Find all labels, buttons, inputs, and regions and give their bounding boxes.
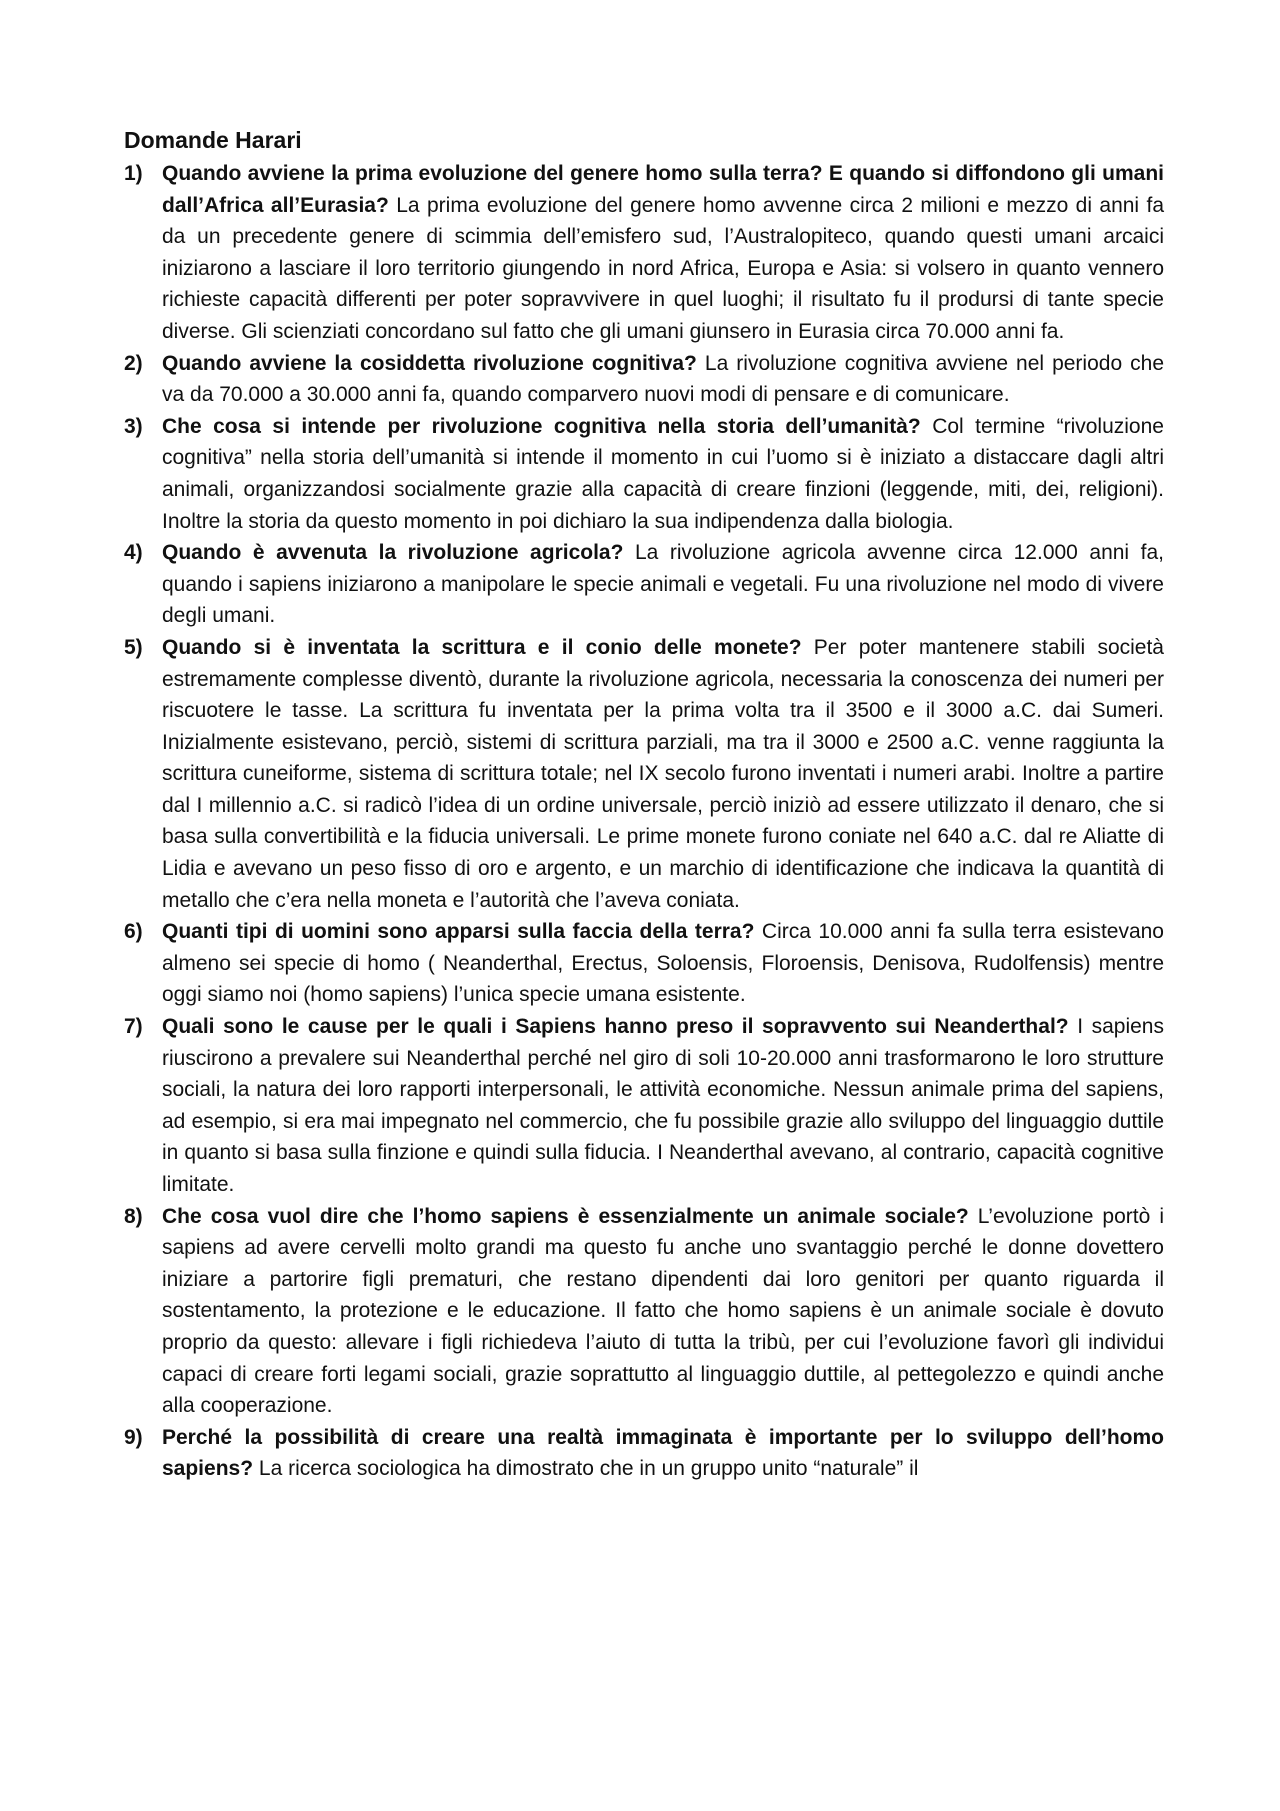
answer-text: Col termine “rivoluzione cognitiva” nella storia dell’umanità si intende il momento in cui l’uomo si è iniziato a distaccare dagli altri animali, organizzandosi socialmente grazie alla capacità di creare finzioni (leggende, miti, dei, religioni). Inoltre la storia da questo momento in poi dichiaro la sua indipendenza dalla biologia.: [162, 414, 1164, 533]
question-body: [162, 916, 1164, 1011]
answer-text: I sapiens riuscirono a prevalere sui Neanderthal perché nel giro di soli 10-20.000 anni trasformarono le loro strutture sociali, la natura dei loro rapporti interpersonali, le attività economiche. Nessun animale prima del sapiens, ad esempio, si era mai impegnato nel commercio, che fu possibile grazie allo sviluppo del linguaggio duttile in quanto si basa sulla finzione e quindi sulla fiducia. I Neanderthal avevano, al contrario, capacità cognitive limitate.: [162, 1015, 1164, 1196]
document-page: [124, 124, 1164, 1485]
question-number: 5): [124, 635, 143, 659]
question-body: [162, 632, 1164, 916]
question-body: [162, 348, 1164, 411]
question-item: [124, 1011, 1164, 1201]
question-text: Quando avviene la prima evoluzione del genere homo sulla terra? E quando si diffondono gli umani dall’Africa all’Eurasia?: [162, 162, 1164, 217]
question-text: Quando è avvenuta la rivoluzione agricola?: [162, 541, 624, 565]
answer-text: La prima evoluzione del genere homo avvenne circa 2 milioni e mezzo di anni fa da un precedente genere di scimmia dell’emisfero sud, l’Australopiteco, quando questi umani arcaici iniziarono a lasciare il loro territorio giungendo in nord Africa, Europa e Asia: si volsero in quanto vennero richieste capacità differenti per poter sopravvivere in quel luoghi; il risultato fu il prodursi di tante specie diverse. Gli scienziati concordano sul fatto che gli umani giunsero in Eurasia circa 70.000 anni fa.: [162, 193, 1165, 343]
question-item: [124, 1201, 1164, 1422]
question-item: [124, 632, 1164, 916]
question-number: 7): [124, 1015, 143, 1039]
question-item: [124, 158, 1164, 348]
answer-text: L’evoluzione portò i sapiens ad avere cervelli molto grandi ma questo fu anche uno svantaggio perché le donne dovettero iniziare a partorire figli prematuri, che restano dipendenti dai loro genitori per quanto riguarda il sostentamento, la protezione e le educazione. Il fatto che homo sapiens è un animale sociale è dovuto proprio da questo: allevare i figli richiedeva l’aiuto di tutta la tribù, per cui l’evoluzione favorì gli individui capaci di creare forti legami sociali, grazie soprattutto al linguaggio duttile, al pettegolezzo e quindi anche alla cooperazione.: [162, 1204, 1164, 1418]
question-list: [124, 158, 1164, 1485]
question-text: Quanti tipi di uomini sono apparsi sulla faccia della terra?: [162, 920, 755, 944]
question-item: [124, 348, 1164, 411]
question-text: Quando si è inventata la scrittura e il conio delle monete?: [162, 635, 802, 659]
question-item: [124, 1422, 1164, 1485]
question-body: [162, 158, 1164, 348]
question-item: [124, 916, 1164, 1011]
question-text: Che cosa vuol dire che l’homo sapiens è essenzialmente un animale sociale?: [162, 1204, 969, 1228]
answer-text: La rivoluzione agricola avvenne circa 12.000 anni fa, quando i sapiens iniziarono a manipolare le specie animali e vegetali. Fu una rivoluzione nel modo di vivere degli umani.: [162, 541, 1164, 628]
question-item: [124, 411, 1164, 537]
question-number: 4): [124, 541, 143, 565]
question-text: Quali sono le cause per le quali i Sapiens hanno preso il sopravvento sui Neanderthal?: [162, 1015, 1069, 1039]
question-text: Perché la possibilità di creare una realtà immaginata è importante per lo sviluppo dell’homo sapiens?: [162, 1425, 1164, 1481]
question-number: 8): [124, 1204, 143, 1228]
question-number: 9): [124, 1425, 143, 1449]
question-text: Che cosa si intende per rivoluzione cognitiva nella storia dell’umanità?: [162, 414, 921, 438]
question-body: [162, 1201, 1164, 1422]
answer-text: La rivoluzione cognitiva avviene nel periodo che va da 70.000 a 30.000 anni fa, quando comparvero nuovi modi di pensare e di comunicare.: [162, 351, 1164, 407]
question-item: [124, 537, 1164, 632]
question-body: [162, 537, 1164, 632]
question-body: [162, 1422, 1164, 1485]
question-text: Quando avviene la cosiddetta rivoluzione cognitiva?: [162, 351, 697, 375]
question-number: 1): [124, 162, 143, 185]
question-number: 2): [124, 351, 143, 375]
document-title: Domande Harari: [124, 127, 302, 153]
question-body: [162, 1011, 1164, 1201]
question-number: 3): [124, 414, 143, 438]
answer-text: La ricerca sociologica ha dimostrato che in un gruppo unito “naturale” il: [258, 1457, 919, 1481]
question-body: [162, 411, 1164, 537]
answer-text: Per poter mantenere stabili società estremamente complesse diventò, durante la rivoluzione agricola, necessaria la conoscenza dei numeri per riscuotere le tasse. La scrittura fu inventata per la prima volta tra il 3500 e il 3000 a.C. dai Sumeri. Inizialmente esistevano, perciò, sistemi di scrittura parziali, ma tra il 3000 e 2500 a.C. venne raggiunta la scrittura cuneiforme, sistema di scrittura totale; nel IX secolo furono inventati i numeri arabi. Inoltre a partire dal I millennio a.C. si radicò l’idea di un ordine universale, perciò iniziò ad essere utilizzato il denaro, che si basa sulla convertibilità e la fiducia universali. Le prime monete furono coniate nel 640 a.C. dal re Aliatte di Lidia e avevano un peso fisso di oro e argento, e un marchio di identificazione che indicava la quantità di metallo che c’era nella moneta e l’autorità che l’aveva coniata.: [162, 635, 1164, 912]
question-number: 6): [124, 920, 143, 944]
answer-text: Circa 10.000 anni fa sulla terra esistevano almeno sei specie di homo ( Neanderthal, Erectus, Soloensis, Floroensis, Denisova, Rudolfensis) mentre oggi siamo noi (homo sapiens) l’unica specie umana esistente.: [162, 920, 1164, 1007]
